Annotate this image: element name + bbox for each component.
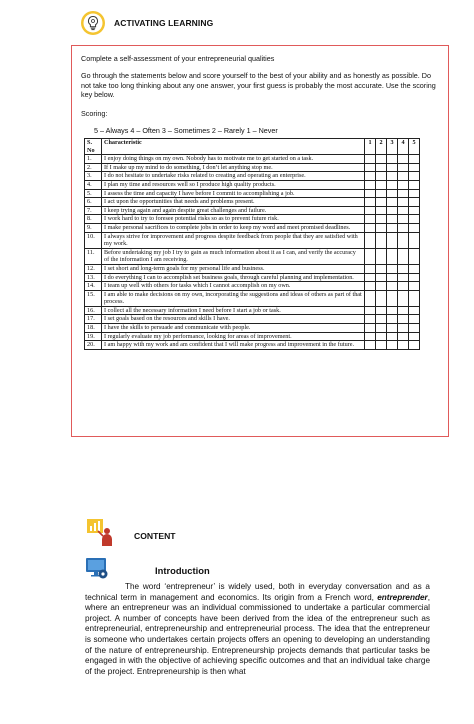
row-characteristic: I am able to make decisions on my own, incorporating the suggestions and ideas of others as part of that process.	[102, 290, 365, 306]
score-cell-2[interactable]	[376, 248, 387, 264]
self-assessment-box	[71, 45, 449, 437]
score-cell-1[interactable]	[365, 155, 376, 164]
score-cell-2[interactable]	[376, 198, 387, 207]
score-cell-1[interactable]	[365, 172, 376, 181]
score-cell-3[interactable]	[387, 264, 398, 273]
row-characteristic: I plan my time and resources well so I produce high quality products.	[102, 180, 365, 189]
table-row	[85, 341, 420, 350]
score-cell-5[interactable]	[409, 315, 420, 324]
table-body	[85, 155, 420, 350]
row-number: 16.	[85, 306, 102, 315]
score-cell-5[interactable]	[409, 172, 420, 181]
score-cell-2[interactable]	[376, 341, 387, 350]
paragraph-start: The word ‘entrepreneur’ is widely used, both in everyday conversation and as a technical term in management and economics. Its origin from a French word,	[85, 582, 430, 602]
score-cell-5[interactable]	[409, 180, 420, 189]
row-number: 13.	[85, 273, 102, 282]
row-number: 5.	[85, 189, 102, 198]
table-row	[85, 332, 420, 341]
score-cell-5[interactable]	[409, 248, 420, 264]
score-cell-2[interactable]	[376, 155, 387, 164]
score-cell-4[interactable]	[398, 315, 409, 324]
row-characteristic: Before undertaking my job I try to gain as much information about it as I can, and verify the accuracy of the information I am receiving.	[102, 248, 365, 264]
row-number: 4.	[85, 180, 102, 189]
score-cell-4[interactable]	[398, 189, 409, 198]
row-characteristic: If I make up my mind to do something, I don’t let anything stop me.	[102, 163, 365, 172]
score-cell-1[interactable]	[365, 215, 376, 224]
score-cell-5[interactable]	[409, 290, 420, 306]
score-cell-3[interactable]	[387, 180, 398, 189]
table-row	[85, 324, 420, 333]
table-row	[85, 273, 420, 282]
self-assessment-table	[84, 138, 420, 350]
score-cell-2[interactable]	[376, 282, 387, 291]
row-characteristic: I set goals based on the resources and skills I have.	[102, 315, 365, 324]
table-row	[85, 282, 420, 291]
row-characteristic: I am happy with my work and am confident that I will make progress and improvement in the future.	[102, 341, 365, 350]
score-cell-1[interactable]	[365, 324, 376, 333]
scoring-label: Scoring:	[81, 109, 108, 118]
table-row	[85, 223, 420, 232]
score-cell-4[interactable]	[398, 332, 409, 341]
row-characteristic: I regularly evaluate my job performance, looking for areas of improvement.	[102, 332, 365, 341]
row-number: 17.	[85, 315, 102, 324]
score-cell-4[interactable]	[398, 273, 409, 282]
score-cell-4[interactable]	[398, 324, 409, 333]
scoring-scale: 5 – Always 4 – Often 3 – Sometimes 2 – Rarely 1 – Never	[94, 126, 278, 135]
column-header-score-4: 4	[398, 139, 409, 155]
row-number: 10.	[85, 232, 102, 248]
score-cell-4[interactable]	[398, 215, 409, 224]
score-cell-1[interactable]	[365, 282, 376, 291]
row-number: 8.	[85, 215, 102, 224]
score-cell-2[interactable]	[376, 172, 387, 181]
table-row	[85, 155, 420, 164]
score-cell-4[interactable]	[398, 180, 409, 189]
score-cell-1[interactable]	[365, 264, 376, 273]
score-cell-1[interactable]	[365, 290, 376, 306]
row-characteristic: I always strive for improvement and progress despite feedback from people that they are satisfied with my work.	[102, 232, 365, 248]
score-cell-5[interactable]	[409, 163, 420, 172]
score-cell-3[interactable]	[387, 206, 398, 215]
score-cell-3[interactable]	[387, 332, 398, 341]
score-cell-4[interactable]	[398, 223, 409, 232]
score-cell-4[interactable]	[398, 206, 409, 215]
score-cell-4[interactable]	[398, 248, 409, 264]
score-cell-3[interactable]	[387, 198, 398, 207]
score-cell-2[interactable]	[376, 273, 387, 282]
monitor-gear-icon	[85, 556, 109, 580]
row-characteristic: I do everything I can to accomplish set business goals, through careful planning and implementation.	[102, 273, 365, 282]
score-cell-3[interactable]	[387, 232, 398, 248]
score-cell-5[interactable]	[409, 306, 420, 315]
score-cell-3[interactable]	[387, 315, 398, 324]
table-row	[85, 163, 420, 172]
score-cell-1[interactable]	[365, 315, 376, 324]
column-header-score-5: 5	[409, 139, 420, 155]
score-cell-5[interactable]	[409, 215, 420, 224]
row-number: 18.	[85, 324, 102, 333]
score-cell-2[interactable]	[376, 163, 387, 172]
row-number: 12.	[85, 264, 102, 273]
score-cell-2[interactable]	[376, 315, 387, 324]
row-characteristic: I collect all the necessary information I need before I start a job or task.	[102, 306, 365, 315]
score-cell-1[interactable]	[365, 232, 376, 248]
score-cell-1[interactable]	[365, 248, 376, 264]
section-header	[80, 10, 213, 36]
score-cell-4[interactable]	[398, 290, 409, 306]
row-number: 1.	[85, 155, 102, 164]
score-cell-3[interactable]	[387, 306, 398, 315]
score-cell-5[interactable]	[409, 282, 420, 291]
score-cell-5[interactable]	[409, 332, 420, 341]
score-cell-5[interactable]	[409, 232, 420, 248]
row-characteristic: I assess the time and capacity I have before I commit to accomplishing a job.	[102, 189, 365, 198]
row-number: 15.	[85, 290, 102, 306]
score-cell-3[interactable]	[387, 324, 398, 333]
score-cell-2[interactable]	[376, 290, 387, 306]
score-cell-4[interactable]	[398, 264, 409, 273]
score-cell-4[interactable]	[398, 306, 409, 315]
score-cell-3[interactable]	[387, 163, 398, 172]
score-cell-3[interactable]	[387, 341, 398, 350]
assessment-instructions: Go through the statements below and score yourself to the best of your ability and as honestly as possible. Do not take too long thinking about any one answer, your first guess is probably the most accurate. Use the scoring key below.	[81, 71, 436, 99]
table-row	[85, 232, 420, 248]
score-cell-4[interactable]	[398, 232, 409, 248]
score-cell-3[interactable]	[387, 290, 398, 306]
score-cell-3[interactable]	[387, 248, 398, 264]
score-cell-5[interactable]	[409, 341, 420, 350]
introduction-title: Introduction	[155, 565, 210, 576]
table-row	[85, 189, 420, 198]
row-characteristic: I have the skills to persuade and communicate with people.	[102, 324, 365, 333]
score-cell-1[interactable]	[365, 206, 376, 215]
paragraph-end: , where an entrepreneur was an individual commissioned to undertake a particular commercial project. A number of concepts have been derived from the idea of the entrepreneur such as entrepreneurial, entrepreneurship and entrepreneurial process. The idea that the entrepreneur is someone who undertakes certain projects offers an opening to developing an understanding of the nature of entrepreneurship. Entrepreneurship projects demands that particular tasks be engaged in with the objective of achieving specific outcomes and that an individual take charge of the project. Entrepreneurship is then what	[85, 592, 430, 676]
presenter-chart-icon	[85, 517, 115, 547]
row-characteristic: I work hard to try to foresee potential risks so as to prevent future risk.	[102, 215, 365, 224]
score-cell-5[interactable]	[409, 324, 420, 333]
table-header-row	[85, 139, 420, 155]
table-row	[85, 248, 420, 264]
score-cell-2[interactable]	[376, 180, 387, 189]
row-number: 3.	[85, 172, 102, 181]
row-characteristic: I enjoy doing things on my own. Nobody has to motivate me to get started on a task.	[102, 155, 365, 164]
table-row	[85, 180, 420, 189]
score-cell-2[interactable]	[376, 215, 387, 224]
score-cell-4[interactable]	[398, 198, 409, 207]
table-row	[85, 172, 420, 181]
score-cell-1[interactable]	[365, 341, 376, 350]
table-row	[85, 206, 420, 215]
score-cell-5[interactable]	[409, 198, 420, 207]
score-cell-1[interactable]	[365, 163, 376, 172]
assessment-intro: Complete a self-assessment of your entrepreneurial qualities	[81, 54, 275, 63]
score-cell-3[interactable]	[387, 273, 398, 282]
table-row	[85, 198, 420, 207]
score-cell-1[interactable]	[365, 198, 376, 207]
score-cell-4[interactable]	[398, 341, 409, 350]
row-characteristic: I make personal sacrifices to complete jobs in order to keep my word and meet promised deadlines.	[102, 223, 365, 232]
score-cell-2[interactable]	[376, 264, 387, 273]
row-number: 2.	[85, 163, 102, 172]
row-characteristic: I act upon the opportunities that needs and problems present.	[102, 198, 365, 207]
row-characteristic: I set short and long-term goals for my personal life and business.	[102, 264, 365, 273]
score-cell-1[interactable]	[365, 332, 376, 341]
column-header-score-3: 3	[387, 139, 398, 155]
score-cell-4[interactable]	[398, 282, 409, 291]
column-header-score-2: 2	[376, 139, 387, 155]
score-cell-5[interactable]	[409, 206, 420, 215]
score-cell-5[interactable]	[409, 273, 420, 282]
score-cell-3[interactable]	[387, 282, 398, 291]
column-header-number: S. No	[85, 139, 102, 155]
row-number: 14.	[85, 282, 102, 291]
score-cell-1[interactable]	[365, 223, 376, 232]
score-cell-1[interactable]	[365, 273, 376, 282]
score-cell-3[interactable]	[387, 215, 398, 224]
row-number: 9.	[85, 223, 102, 232]
table-row	[85, 264, 420, 273]
score-cell-1[interactable]	[365, 306, 376, 315]
row-number: 7.	[85, 206, 102, 215]
score-cell-4[interactable]	[398, 172, 409, 181]
column-header-score-1: 1	[365, 139, 376, 155]
row-number: 11.	[85, 248, 102, 264]
introduction-paragraph	[85, 582, 430, 677]
score-cell-2[interactable]	[376, 232, 387, 248]
score-cell-2[interactable]	[376, 223, 387, 232]
score-cell-3[interactable]	[387, 189, 398, 198]
score-cell-5[interactable]	[409, 189, 420, 198]
score-cell-5[interactable]	[409, 223, 420, 232]
score-cell-2[interactable]	[376, 189, 387, 198]
table-row	[85, 306, 420, 315]
score-cell-1[interactable]	[365, 180, 376, 189]
score-cell-3[interactable]	[387, 155, 398, 164]
row-number: 6.	[85, 198, 102, 207]
row-characteristic: I do not hesitate to undertake risks related to creating and operating an enterprise.	[102, 172, 365, 181]
score-cell-2[interactable]	[376, 206, 387, 215]
lightbulb-gear-icon	[80, 10, 106, 36]
table-row	[85, 215, 420, 224]
table-row	[85, 290, 420, 306]
score-cell-2[interactable]	[376, 332, 387, 341]
paragraph-keyword: entreprender	[377, 592, 428, 602]
row-number: 19.	[85, 332, 102, 341]
section-title: ACTIVATING LEARNING	[114, 18, 214, 28]
content-title: CONTENT	[134, 531, 176, 541]
score-cell-2[interactable]	[376, 306, 387, 315]
score-cell-4[interactable]	[398, 155, 409, 164]
score-cell-1[interactable]	[365, 189, 376, 198]
score-cell-4[interactable]	[398, 163, 409, 172]
score-cell-3[interactable]	[387, 172, 398, 181]
score-cell-3[interactable]	[387, 223, 398, 232]
row-characteristic: I team up well with others for tasks which I cannot accomplish on my own.	[102, 282, 365, 291]
table-row	[85, 315, 420, 324]
score-cell-5[interactable]	[409, 155, 420, 164]
column-header-characteristic: Characteristic	[102, 139, 365, 155]
score-cell-2[interactable]	[376, 324, 387, 333]
score-cell-5[interactable]	[409, 264, 420, 273]
row-characteristic: I keep trying again and again despite great challenges and failure.	[102, 206, 365, 215]
row-number: 20.	[85, 341, 102, 350]
